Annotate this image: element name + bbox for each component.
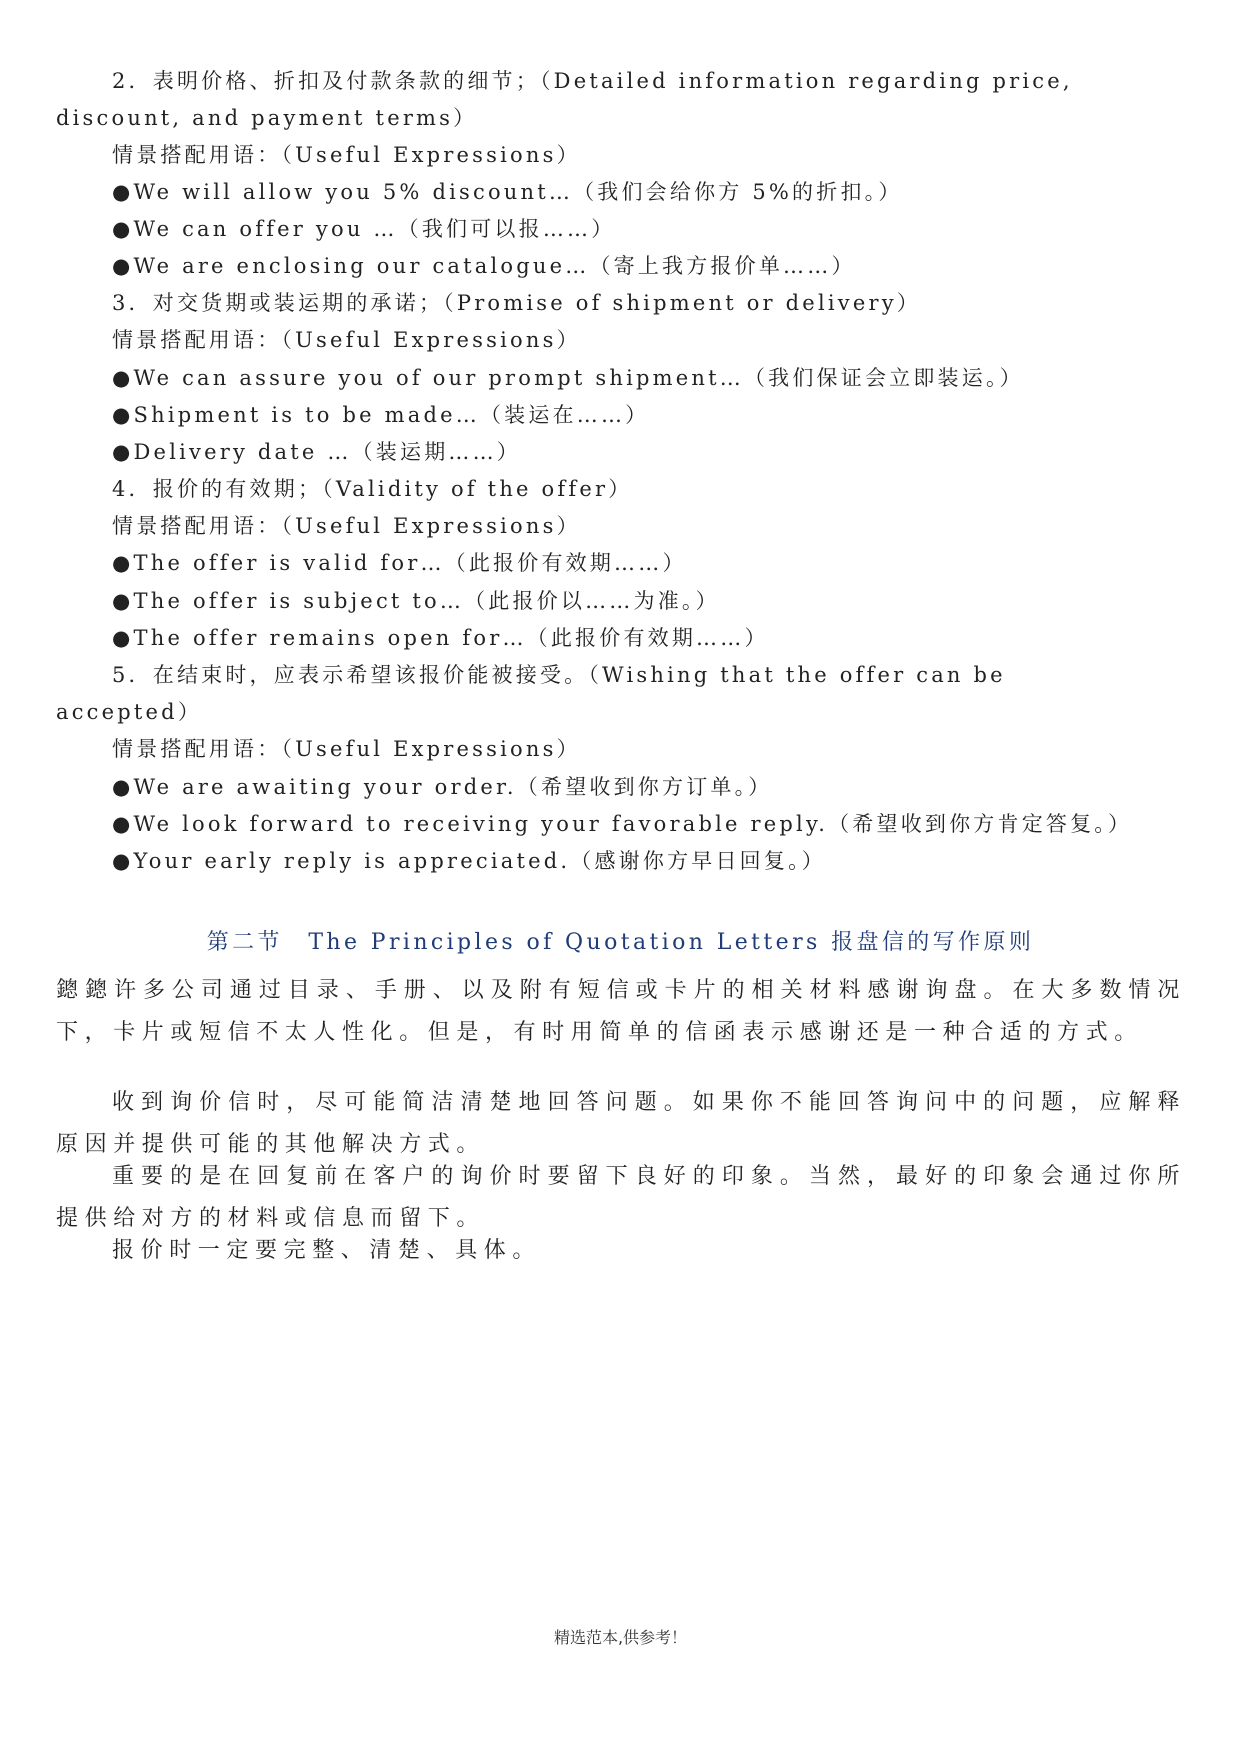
item2-title-line2: discount, and payment terms） <box>56 106 478 130</box>
item5-bullet: ●We are awaiting your order.（希望收到你方订单。） <box>112 775 773 799</box>
item5-bullet: ●Your early reply is appreciated.（感谢你方早日回复。） <box>112 849 826 873</box>
item5-title-line1: 5．在结束时，应表示希望该报价能被接受。（Wishing that the offer can be <box>112 663 1006 687</box>
item4-bullet: ●The offer remains open for…（此报价有效期……） <box>112 626 769 650</box>
body-paragraph: 收到询价信时，尽可能简洁清楚地回答问题。如果你不能回答询问中的问题，应解释原因并提供可能的其他解决方式。 <box>56 1090 1186 1157</box>
item4-useful-expressions: 情景搭配用语：（Useful Expressions） <box>112 514 581 538</box>
body-paragraph: 报价时一定要完整、清楚、具体。 <box>112 1238 542 1263</box>
item4-bullet: ●The offer is valid for…（此报价有效期……） <box>112 551 687 575</box>
item3-bullet: ●We can assure you of our prompt shipment…（我们保证会立即装运。） <box>112 366 1024 390</box>
body-paragraph: 鏓鏓许多公司通过目录、手册、以及附有短信或卡片的相关材料感谢询盘。在大多数情况下，卡片或短信不太人性化。但是，有时用简单的信函表示感谢还是一种合适的方式。 <box>56 978 1186 1045</box>
section-heading: 第二节 The Principles of Quotation Letters 报盘信的写作原则 <box>206 930 1035 955</box>
item4-title: 4．报价的有效期；（Validity of the offer） <box>112 477 633 501</box>
item3-useful-expressions: 情景搭配用语：（Useful Expressions） <box>112 328 581 352</box>
item2-bullet: ●We can offer you …（我们可以报……） <box>112 217 616 241</box>
item2-useful-expressions: 情景搭配用语：（Useful Expressions） <box>112 143 581 167</box>
item5-bullet: ●We look forward to receiving your favorable reply.（希望收到你方肯定答复。） <box>112 812 1133 836</box>
item5-title-line2: accepted） <box>56 700 203 724</box>
body-paragraph: 重要的是在回复前在客户的询价时要留下良好的印象。当然，最好的印象会通过你所提供给对方的材料或信息而留下。 <box>56 1164 1186 1231</box>
item5-useful-expressions: 情景搭配用语：（Useful Expressions） <box>112 737 581 761</box>
item2-bullet: ●We are enclosing our catalogue…（寄上我方报价单……） <box>112 254 856 278</box>
item4-bullet: ●The offer is subject to…（此报价以……为准。） <box>112 589 720 613</box>
item3-bullet: ●Delivery date …（装运期……） <box>112 440 521 464</box>
item2-bullet: ●We will allow you 5% discount…（我们会给你方 5%的折扣。） <box>112 180 903 204</box>
item3-bullet: ●Shipment is to be made…（装运在……） <box>112 403 650 427</box>
page-footer: 精选范本,供参考！ <box>553 1628 688 1647</box>
item2-title-line1: 2．表明价格、折扣及付款条款的细节；（Detailed information regarding price, <box>112 69 1073 93</box>
item3-title: 3．对交货期或装运期的承诺；（Promise of shipment or delivery） <box>112 291 921 315</box>
